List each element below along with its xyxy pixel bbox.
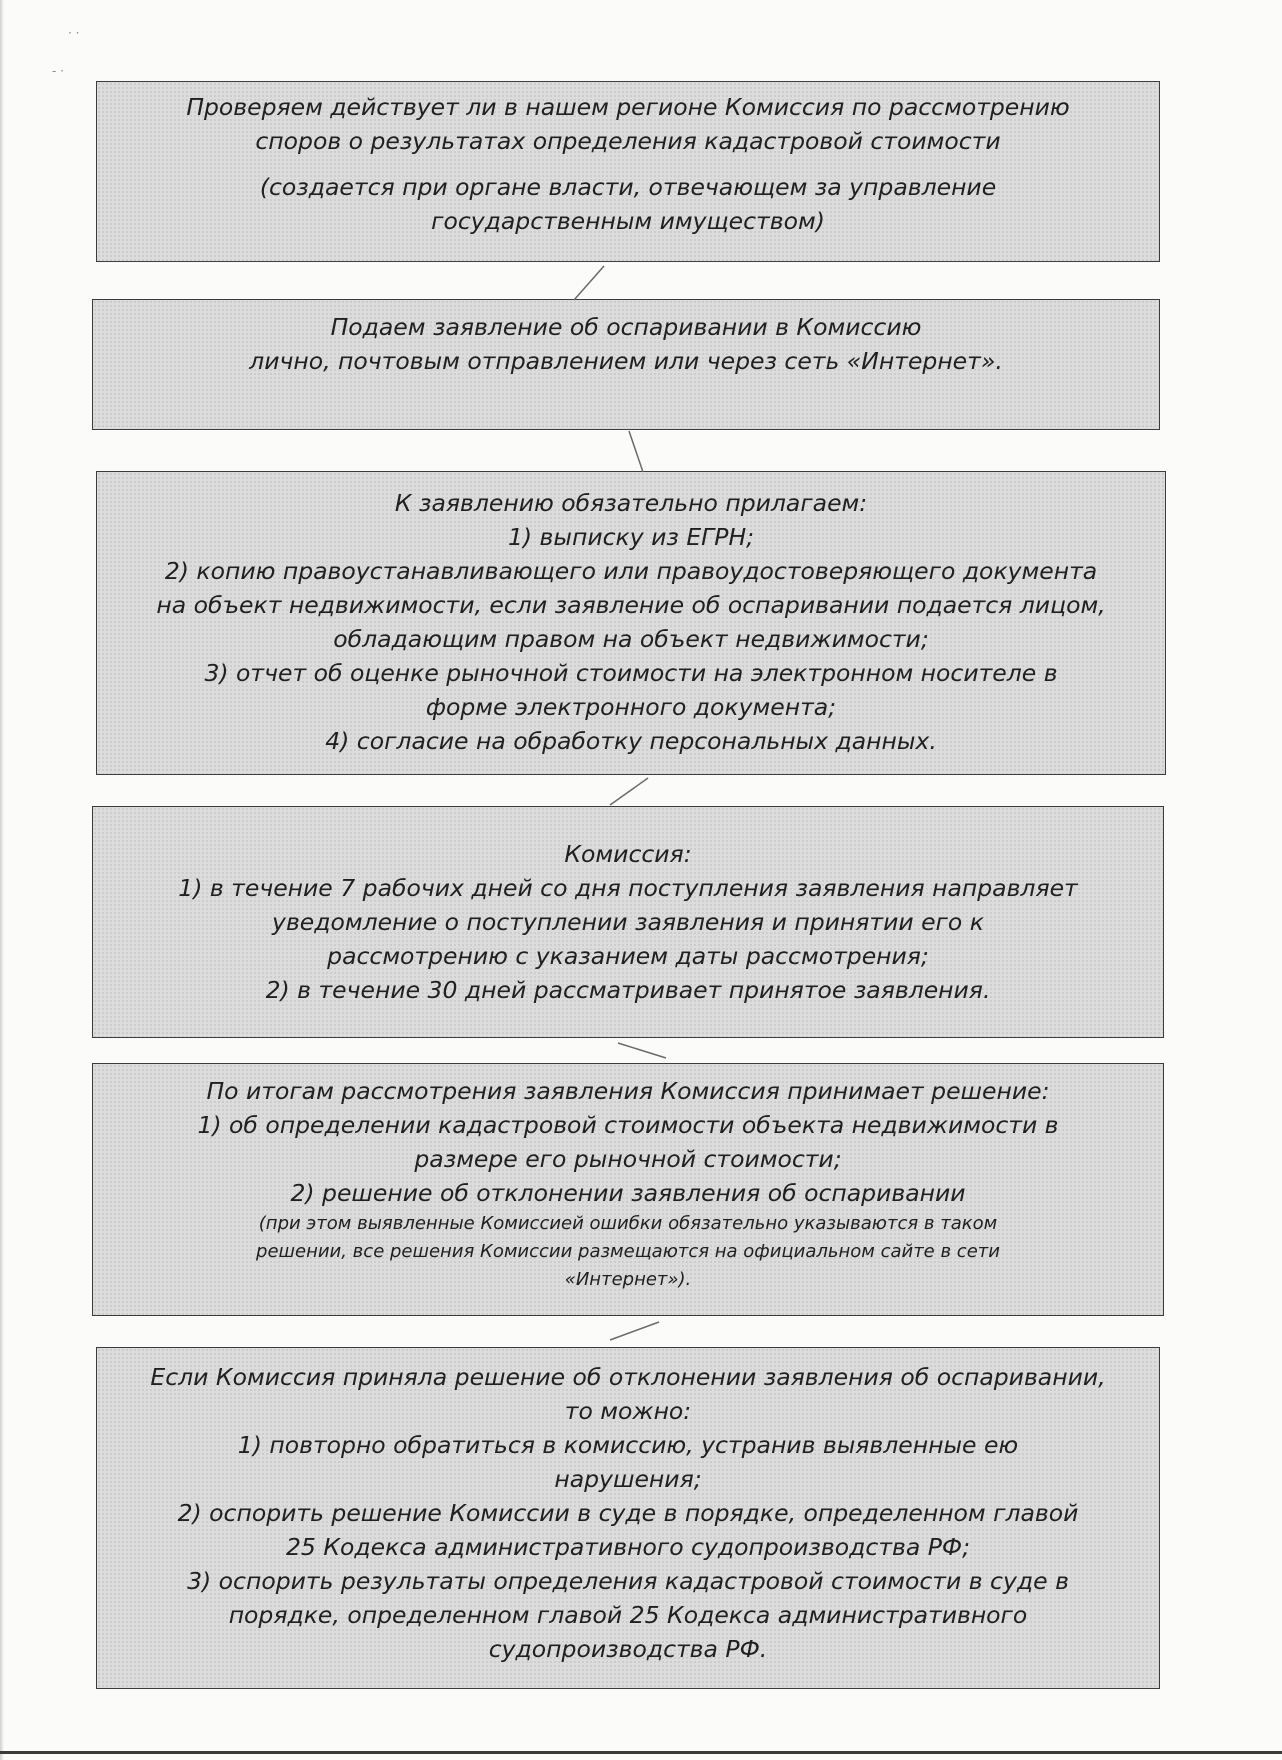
step-note-line: «Интернет»). [564, 1269, 692, 1290]
step-line: нарушения; [554, 1465, 702, 1493]
step-line: К заявлению обязательно прилагаем: [394, 489, 868, 517]
step-line: (создается при органе власти, отвечающем за управление [259, 173, 997, 201]
step-line: По итогам рассмотрения заявления Комиссия принимает решение: [206, 1077, 1050, 1105]
step-line: Комиссия: [564, 840, 692, 868]
step-line: 4) согласие на обработку персональных данных. [325, 727, 937, 755]
step-line: споров о результатах определения кадастровой стоимости [255, 127, 1001, 155]
connector-1-2 [574, 266, 604, 300]
step-line: порядке, определенном главой 25 Кодекса административного [228, 1601, 1028, 1629]
step-line: 25 Кодекса административного судопроизводства РФ; [285, 1533, 971, 1561]
step-attachments [96, 471, 1166, 775]
connector-4-5 [618, 1043, 666, 1058]
step-if-rejected [96, 1347, 1160, 1689]
step-line: 2) в течение 30 дней рассматривает принятое заявления. [265, 976, 991, 1004]
step-line: обладающим правом на объект недвижимости; [333, 625, 929, 653]
connector-5-6 [610, 1322, 659, 1340]
step-line: 3) оспорить результаты определения кадастровой стоимости в суде в [187, 1567, 1069, 1595]
step-commission-decision [92, 1063, 1164, 1316]
step-line: 1) об определении кадастровой стоимости объекта недвижимости в [197, 1111, 1059, 1139]
step-line: на объект недвижимости, если заявление об оспаривании подается лицом, [156, 591, 1106, 619]
step-line: форме электронного документа; [425, 693, 837, 721]
step-line: 1) повторно обратиться в комиссию, устранив выявленные ею [237, 1431, 1019, 1459]
step-line: Если Комиссия приняла решение об отклонении заявления об оспаривании, [150, 1363, 1106, 1391]
step-line: 1) в течение 7 рабочих дней со дня поступления заявления направляет [178, 874, 1078, 902]
step-line: Подаем заявление об оспаривании в Комиссию [330, 313, 922, 341]
step-note-line: (при этом выявленные Комиссией ошибки обязательно указываются в таком [258, 1213, 998, 1234]
step-line: государственным имуществом) [431, 207, 825, 235]
step-line: 2) решение об отклонении заявления об оспаривании [290, 1179, 966, 1207]
step-line: 2) оспорить решение Комиссии в суде в порядке, определенном главой [177, 1499, 1079, 1527]
step-submit-application [92, 299, 1160, 430]
scan-bottom-rule [0, 1751, 1282, 1754]
connector-2-3 [629, 431, 643, 472]
step-commission-actions [92, 806, 1164, 1038]
step-line: лично, почтовым отправлением или через сеть «Интернет». [249, 347, 1003, 375]
step-note-line: решении, все решения Комиссии размещаются на официальном сайте в сети [256, 1241, 1000, 1262]
step-line: судопроизводства РФ. [488, 1635, 768, 1663]
scan-page-edge [0, 0, 4, 1760]
step-line: 3) отчет об оценке рыночной стоимости на электронном носителе в [204, 659, 1058, 687]
step-line: 1) выписку из ЕГРН; [507, 523, 755, 551]
step-line: то можно: [564, 1397, 692, 1425]
connector-3-4 [610, 778, 648, 805]
step-line: Проверяем действует ли в нашем регионе Комиссия по рассмотрению [186, 93, 1070, 121]
step-line: 2) копию правоустанавливающего или правоудостоверяющего документа [164, 557, 1098, 585]
step-check-commission [96, 81, 1160, 262]
step-line: уведомление о поступлении заявления и принятии его к [272, 908, 984, 936]
step-line: рассмотрению с указанием даты рассмотрения; [327, 942, 929, 970]
step-line: размере его рыночной стоимости; [414, 1145, 842, 1173]
